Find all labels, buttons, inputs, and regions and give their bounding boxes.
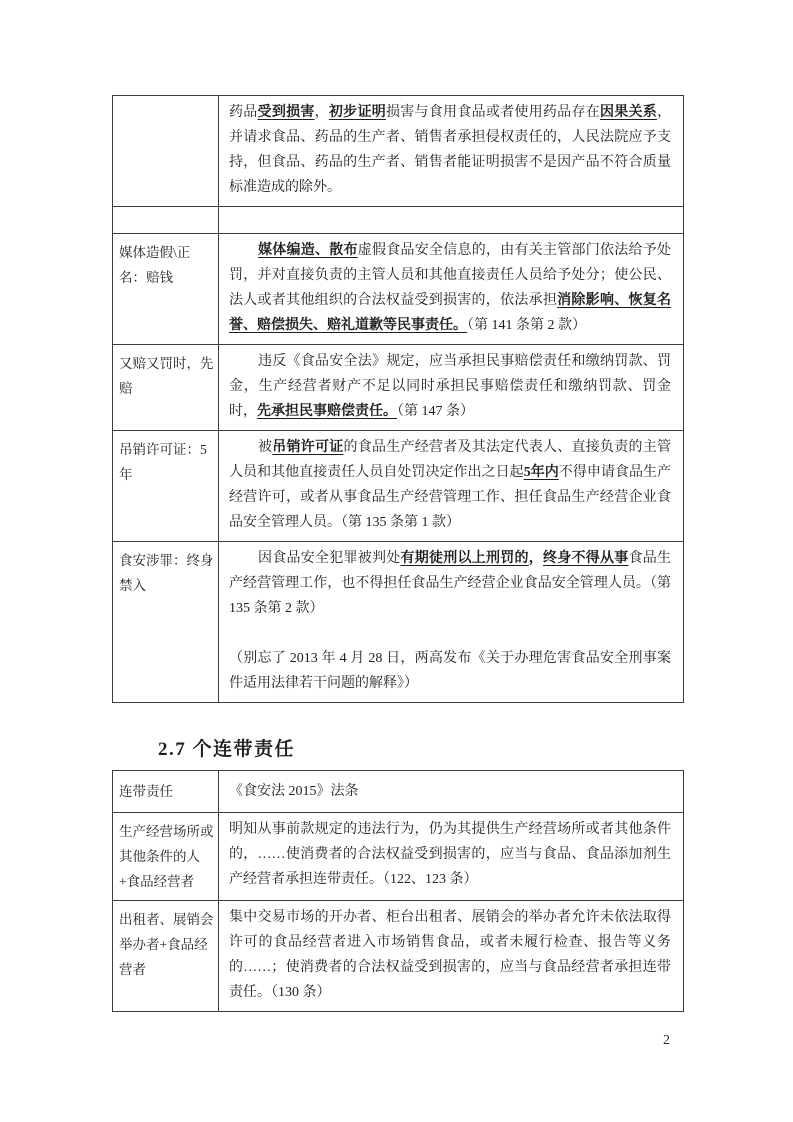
row-content-cell [219,96,684,207]
row-content-cell [219,431,684,542]
emphasized-text: 受到损害 [257,105,315,120]
row-content-cell [219,234,684,345]
row-label-cell: 食安涉罪：终身禁入 [113,542,219,703]
emphasized-text: 因果关系 [599,105,658,120]
document-content [112,95,684,1012]
body-text: （第 147 条） [397,404,474,419]
body-text: ，并请求食品、药品的生产者、销售者承担侵权责任的，人民法院应予支持，但食品、药品的生产者、销售者能证明损害不是因产品不符合质量标准造成的除外。 [229,105,672,195]
paragraph [229,100,671,200]
row-label-cell: 连带责任 [113,771,219,813]
body-text: 不得申请食品生产经营许可，或者从事食品生产经营管理工作、担任食品生产经营企业食品安全管理人员。（第 135 条第 1 款） [229,465,672,530]
row-content-cell [219,207,684,234]
paragraph [229,435,671,535]
body-text: 损害与食用食品或者使用药品存在 [385,105,600,120]
row-content-cell [219,771,684,813]
row-label-cell: 生产经营场所或其他条件的人 +食品经营者 [113,813,219,901]
body-text: 的食品生产经营者及其法定代表人、直接负责的主管人员和其他直接责任人员自处罚决定作出之日起 [229,440,671,480]
table-row [113,234,684,345]
paragraph [229,905,671,1005]
table-row [113,345,684,431]
emphasized-text: 有期徒刑以上刑罚的 [400,551,529,566]
row-content-cell [219,813,684,901]
emphasized-text: 先承担民事赔偿责任。 [257,404,397,419]
body-text: 因食品安全犯罪被判处 [258,551,401,566]
body-text: （别忘了 2013 年 4 月 28 日，两高发布《关于办理危害食品安全刑事案件适用法律若干问题的解释》） [229,651,671,691]
row-label-cell: 吊销许可证：5年 [113,431,219,542]
row-label-cell: 媒体造假\正名：赔钱 [113,234,219,345]
body-text: 虚假食品安全信息的，由有关主管部门依法给予处罚，并对直接负责的主管人员和其他直接责任人员给予处分；使公民、法人或者其他组织的合法权益受到损害的，依法承担 [229,243,671,308]
paragraph [229,817,671,892]
row-content-cell [219,901,684,1012]
body-text: 违反《食品安全法》规定，应当承担民事赔偿责任和缴纳罚款、罚金，生产经营者财产不足以同时承担民事赔偿责任和缴纳罚款、罚金时， [229,354,671,419]
body-text: 被 [258,440,273,455]
emphasized-text: 终身不得从事 [543,551,629,566]
table-row [113,431,684,542]
paragraph [229,349,671,424]
emphasized-text: 初步证明 [328,105,386,120]
page-number: 2 [663,1033,670,1048]
row-label-cell: 出租者、展销会举办者+食品经营者 [113,901,219,1012]
emphasized-text: 媒体编造、散布 [258,243,358,258]
row-label-cell: 又赔又罚时，先赔 [113,345,219,431]
joint-liability-table [112,770,684,1012]
body-text: 明知从事前款规定的违法行为，仍为其提供生产经营场所或者其他条件的，……使消费者的合法权益受到损害的，应当与食品、食品添加剂生产经营者承担连带责任。（122、123 条） [229,822,671,887]
row-content-cell [219,345,684,431]
table-row [113,96,684,207]
emphasized-text: 5年内 [523,465,559,480]
body-text: （第 141 条第 2 款） [467,318,586,333]
table-row [113,542,684,703]
body-text: ， [314,105,329,120]
paragraph [229,779,671,804]
emphasized-text: 消除影响、恢复名誉、赔偿损失、赔礼道歉等民事责任。 [229,293,672,333]
emphasized-text: 吊销许可证 [272,440,344,455]
row-label-cell [113,207,219,234]
table-row [113,901,684,1012]
paragraph [229,238,671,338]
row-content-cell [219,542,684,703]
table-row [113,813,684,901]
emphasized-text: ， [528,551,543,566]
body-text: 药品 [229,105,258,120]
paragraph [229,546,671,621]
row-label-cell [113,96,219,207]
penalty-rules-table [112,95,684,703]
paragraph [229,646,671,696]
body-text: 食品生产经营管理工作，也不得担任食品生产经营企业食品安全管理人员。（第 135 条第 2 款） [229,551,671,616]
body-text: 集中交易市场的开办者、柜台出租者、展销会的举办者允许未依法取得许可的食品经营者进入市场销售食品，或者未履行检查、报告等义务的……；使消费者的合法权益受到损害的，应当与食品经营者承担连带责任。（130 条） [229,910,671,1000]
table-row [113,771,684,813]
body-text: 《食安法 2015》法条 [229,784,359,799]
table-row [113,207,684,234]
section-heading: 2.7 个连带责任 [158,739,296,760]
